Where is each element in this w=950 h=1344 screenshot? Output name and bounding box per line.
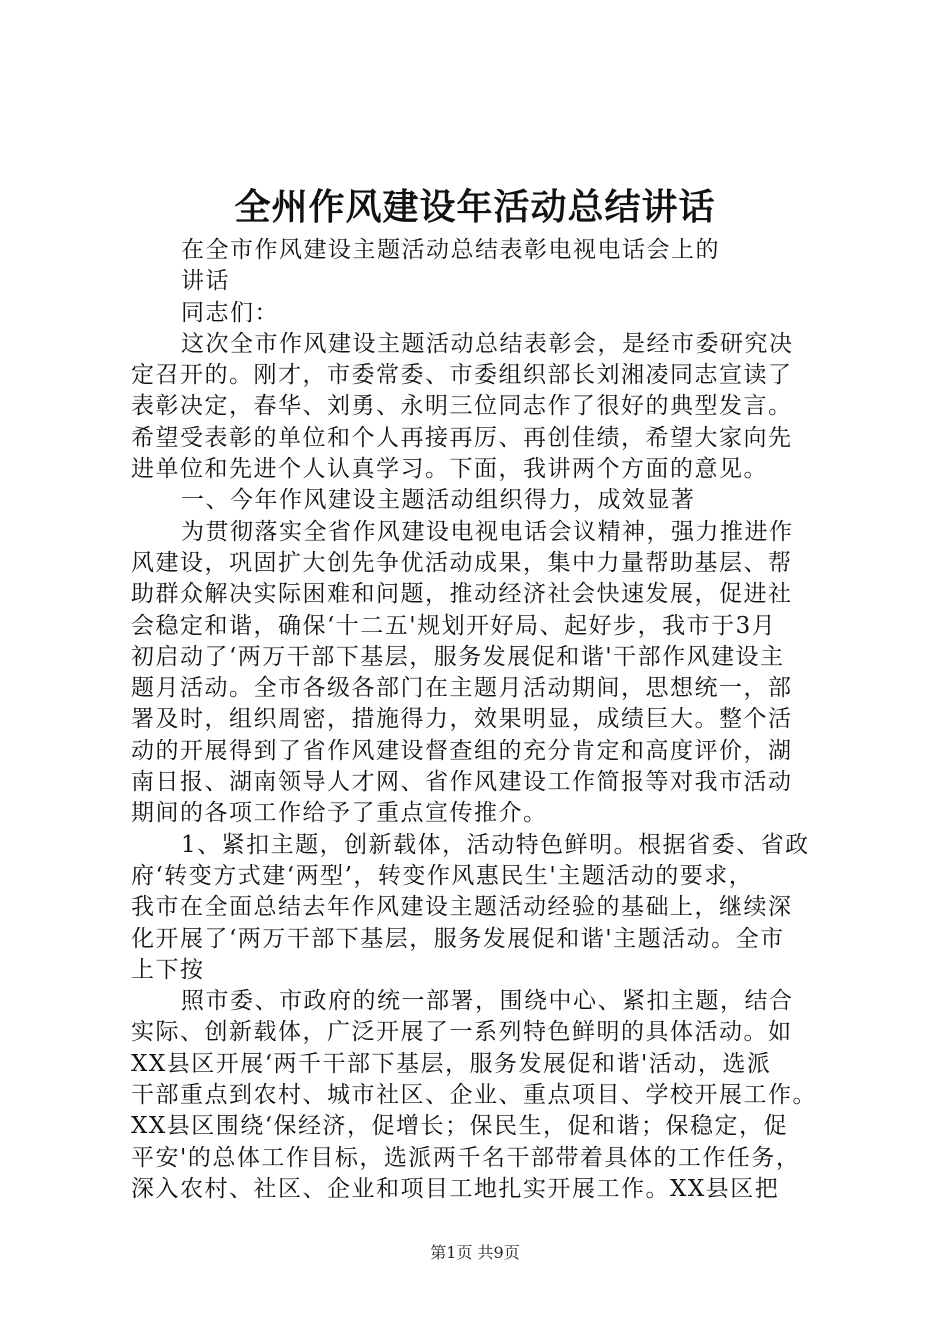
document-title: 全州作风建设年活动总结讲话 [234, 187, 716, 228]
body-line: 动的开展得到了省作风建设督查组的充分肯定和高度评价，湖 [131, 737, 793, 764]
body-line: 题月活动。全市各级各部门在主题月活动期间，思想统一，部 [131, 675, 793, 702]
body-line: 表彰决定，春华、刘勇、永明三位同志作了很好的典型发言。 [131, 393, 793, 420]
body-line: 风建设，巩固扩大创先争优活动成果，集中力量帮助基层、帮 [131, 549, 793, 576]
body-line: 希望受表彰的单位和个人再接再厉、再创佳绩，希望大家向先 [131, 424, 793, 451]
body-line: 定召开的。刚才，市委常委、市委组织部长刘湘凌同志宣读了 [131, 362, 793, 389]
body-line: 实际、创新载体，广泛开展了一系列特色鲜明的具体活动。如 [131, 1019, 793, 1046]
body-line: 同志们： [181, 299, 279, 326]
body-line: 南日报、湖南领导人才网、省作风建设工作简报等对我市活动 [131, 769, 793, 796]
body-line: 府‘转变方式建‘两型’，转变作风惠民生'主题活动的要求， [131, 862, 754, 889]
body-line: XX县区开展‘两千干部下基层，服务发展促和谐'活动，选派 [131, 1050, 772, 1077]
body-line: 这次全市作风建设主题活动总结表彰会，是经市委研究决 [181, 330, 794, 357]
body-line: 一、今年作风建设主题活动组织得力，成效显著 [181, 487, 696, 514]
body-line: 在全市作风建设主题活动总结表彰电视电话会上的 [181, 237, 720, 263]
body-line: 署及时，组织周密，措施得力，效果明显，成绩巨大。整个活 [131, 706, 793, 733]
body-line: 深入农村、社区、企业和项目工地扎实开展工作。XX县区把 [131, 1175, 780, 1202]
body-line: 期间的各项工作给予了重点宣传推介。 [131, 800, 548, 827]
body-line: 化开展了‘两万干部下基层，服务发展促和谐'主题活动。全市 [131, 925, 785, 952]
body-line: 我市在全面总结去年作风建设主题活动经验的基础上，继续深 [131, 894, 793, 921]
body-line: 为贯彻落实全省作风建设电视电话会议精神，强力推进作 [181, 518, 794, 545]
body-line: 平安'的总体工作目标，选派两千名干部带着具体的工作任务， [131, 1144, 801, 1171]
body-line: 干部重点到农村、城市社区、企业、重点项目、学校开展工作。 [131, 1082, 817, 1109]
document-body [131, 235, 836, 1205]
body-line: 进单位和先进个人认真学习。下面，我讲两个方面的意见。 [131, 456, 768, 483]
body-line: 讲话 [181, 268, 230, 295]
body-line: 照市委、市政府的统一部署，围绕中心、紧扣主题，结合 [181, 988, 794, 1015]
page-indicator: 第1页 共9页 [430, 1243, 520, 1262]
body-line: 助群众解决实际困难和问题，推动经济社会快速发展，促进社 [131, 581, 793, 608]
body-line: 会稳定和谐，确保‘十二五'规划开好局、起好步，我市于3月 [131, 612, 777, 639]
body-line: 1、紧扣主题，创新载体，活动特色鲜明。根据省委、省政 [181, 831, 810, 858]
body-line: XX县区围绕‘保经济，促增长；保民生，促和谐；保稳定，促 [131, 1113, 789, 1140]
body-line: 上下按 [131, 956, 205, 983]
body-line: 初启动了‘两万干部下基层，服务发展促和谐'干部作风建设主 [131, 643, 785, 670]
